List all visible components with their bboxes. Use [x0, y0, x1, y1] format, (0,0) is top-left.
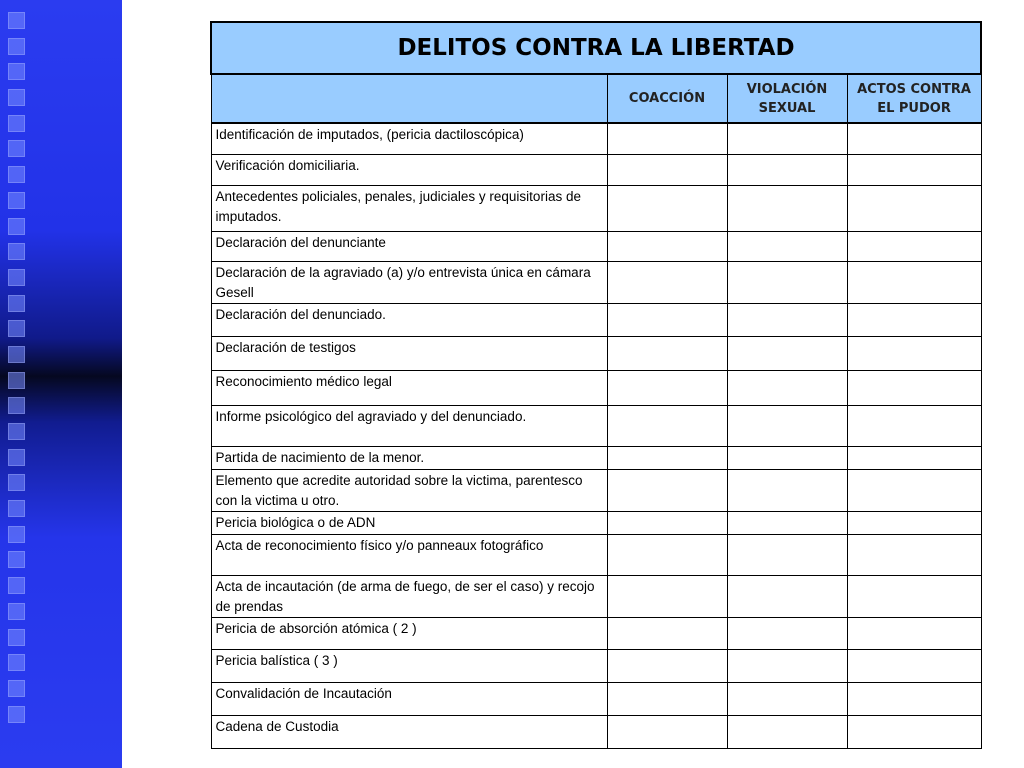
cell-violacion-sexual — [727, 154, 847, 185]
cell-coaccion — [607, 261, 727, 303]
cell-coaccion — [607, 575, 727, 617]
cell-coaccion — [607, 154, 727, 185]
table-row — [211, 682, 981, 715]
row-label: Declaración de testigos — [211, 336, 607, 370]
cell-coaccion — [607, 469, 727, 511]
row-label: Verificación domiciliaria. — [211, 154, 607, 185]
table-row — [211, 405, 981, 446]
cell-violacion-sexual — [727, 649, 847, 682]
cell-coaccion — [607, 123, 727, 154]
cell-coaccion — [607, 303, 727, 336]
table-title-row — [211, 22, 981, 74]
table-row — [211, 715, 981, 748]
cell-violacion-sexual — [727, 303, 847, 336]
cell-violacion-sexual — [727, 370, 847, 405]
cell-coaccion — [607, 231, 727, 261]
row-label: Cadena de Custodia — [211, 715, 607, 748]
cell-actos-contra-el-pudor — [847, 261, 981, 303]
table-row — [211, 303, 981, 336]
cell-actos-contra-el-pudor — [847, 370, 981, 405]
row-label: Antecedentes policiales, penales, judiciales y requisitorias de imputados. — [211, 185, 607, 231]
row-label: Pericia biológica o de ADN — [211, 511, 607, 534]
cell-coaccion — [607, 534, 727, 575]
cell-coaccion — [607, 682, 727, 715]
cell-coaccion — [607, 405, 727, 446]
cell-violacion-sexual — [727, 682, 847, 715]
table-row — [211, 575, 981, 617]
cell-coaccion — [607, 649, 727, 682]
cell-coaccion — [607, 617, 727, 649]
row-label: Declaración del denunciado. — [211, 303, 607, 336]
cell-actos-contra-el-pudor — [847, 154, 981, 185]
table-row — [211, 123, 981, 154]
cell-violacion-sexual — [727, 575, 847, 617]
row-label: Declaración de la agraviado (a) y/o entrevista única en cámara Gesell — [211, 261, 607, 303]
header-actos-contra-el-pudor: ACTOS CONTRA EL PUDOR — [847, 74, 981, 123]
cell-coaccion — [607, 370, 727, 405]
row-label: Acta de incautación (de arma de fuego, de ser el caso) y recojo de prendas — [211, 575, 607, 617]
table-header-row — [211, 74, 981, 123]
cell-actos-contra-el-pudor — [847, 534, 981, 575]
cell-violacion-sexual — [727, 534, 847, 575]
cell-violacion-sexual — [727, 511, 847, 534]
cell-actos-contra-el-pudor — [847, 575, 981, 617]
evidence-table — [210, 21, 982, 749]
table-row — [211, 617, 981, 649]
table-row — [211, 534, 981, 575]
table-row — [211, 336, 981, 370]
row-label: Acta de reconocimiento físico y/o panneaux fotográfico — [211, 534, 607, 575]
cell-violacion-sexual — [727, 231, 847, 261]
row-label: Elemento que acredite autoridad sobre la victima, parentesco con la victima u otro. — [211, 469, 607, 511]
cell-violacion-sexual — [727, 715, 847, 748]
table-row — [211, 231, 981, 261]
decorative-side-band — [0, 0, 122, 768]
table-row — [211, 370, 981, 405]
cell-actos-contra-el-pudor — [847, 617, 981, 649]
cell-violacion-sexual — [727, 405, 847, 446]
row-label: Pericia balística ( 3 ) — [211, 649, 607, 682]
table-title: DELITOS CONTRA LA LIBERTAD — [211, 22, 981, 74]
row-label: Reconocimiento médico legal — [211, 370, 607, 405]
table-row — [211, 446, 981, 469]
decorative-squares — [8, 12, 26, 731]
cell-actos-contra-el-pudor — [847, 446, 981, 469]
evidence-table-container — [210, 21, 980, 749]
table-row — [211, 469, 981, 511]
cell-actos-contra-el-pudor — [847, 231, 981, 261]
cell-coaccion — [607, 446, 727, 469]
row-label: Informe psicológico del agraviado y del denunciado. — [211, 405, 607, 446]
table-row — [211, 261, 981, 303]
cell-actos-contra-el-pudor — [847, 649, 981, 682]
table-row — [211, 154, 981, 185]
table-row — [211, 511, 981, 534]
header-coaccion: COACCIÓN — [607, 74, 727, 123]
row-label: Pericia de absorción atómica ( 2 ) — [211, 617, 607, 649]
cell-actos-contra-el-pudor — [847, 715, 981, 748]
table-row — [211, 649, 981, 682]
cell-coaccion — [607, 185, 727, 231]
cell-actos-contra-el-pudor — [847, 303, 981, 336]
cell-coaccion — [607, 336, 727, 370]
row-label: Convalidación de Incautación — [211, 682, 607, 715]
cell-violacion-sexual — [727, 469, 847, 511]
cell-violacion-sexual — [727, 185, 847, 231]
row-label: Identificación de imputados, (pericia dactiloscópica) — [211, 123, 607, 154]
cell-actos-contra-el-pudor — [847, 469, 981, 511]
cell-actos-contra-el-pudor — [847, 185, 981, 231]
cell-actos-contra-el-pudor — [847, 336, 981, 370]
row-label: Declaración del denunciante — [211, 231, 607, 261]
cell-violacion-sexual — [727, 336, 847, 370]
cell-actos-contra-el-pudor — [847, 405, 981, 446]
cell-actos-contra-el-pudor — [847, 511, 981, 534]
cell-violacion-sexual — [727, 617, 847, 649]
cell-violacion-sexual — [727, 446, 847, 469]
cell-coaccion — [607, 511, 727, 534]
header-violacion-sexual: VIOLACIÓN SEXUAL — [727, 74, 847, 123]
cell-violacion-sexual — [727, 123, 847, 154]
cell-coaccion — [607, 715, 727, 748]
cell-actos-contra-el-pudor — [847, 123, 981, 154]
cell-violacion-sexual — [727, 261, 847, 303]
table-row — [211, 185, 981, 231]
cell-actos-contra-el-pudor — [847, 682, 981, 715]
header-cell-blank — [211, 74, 607, 123]
row-label: Partida de nacimiento de la menor. — [211, 446, 607, 469]
